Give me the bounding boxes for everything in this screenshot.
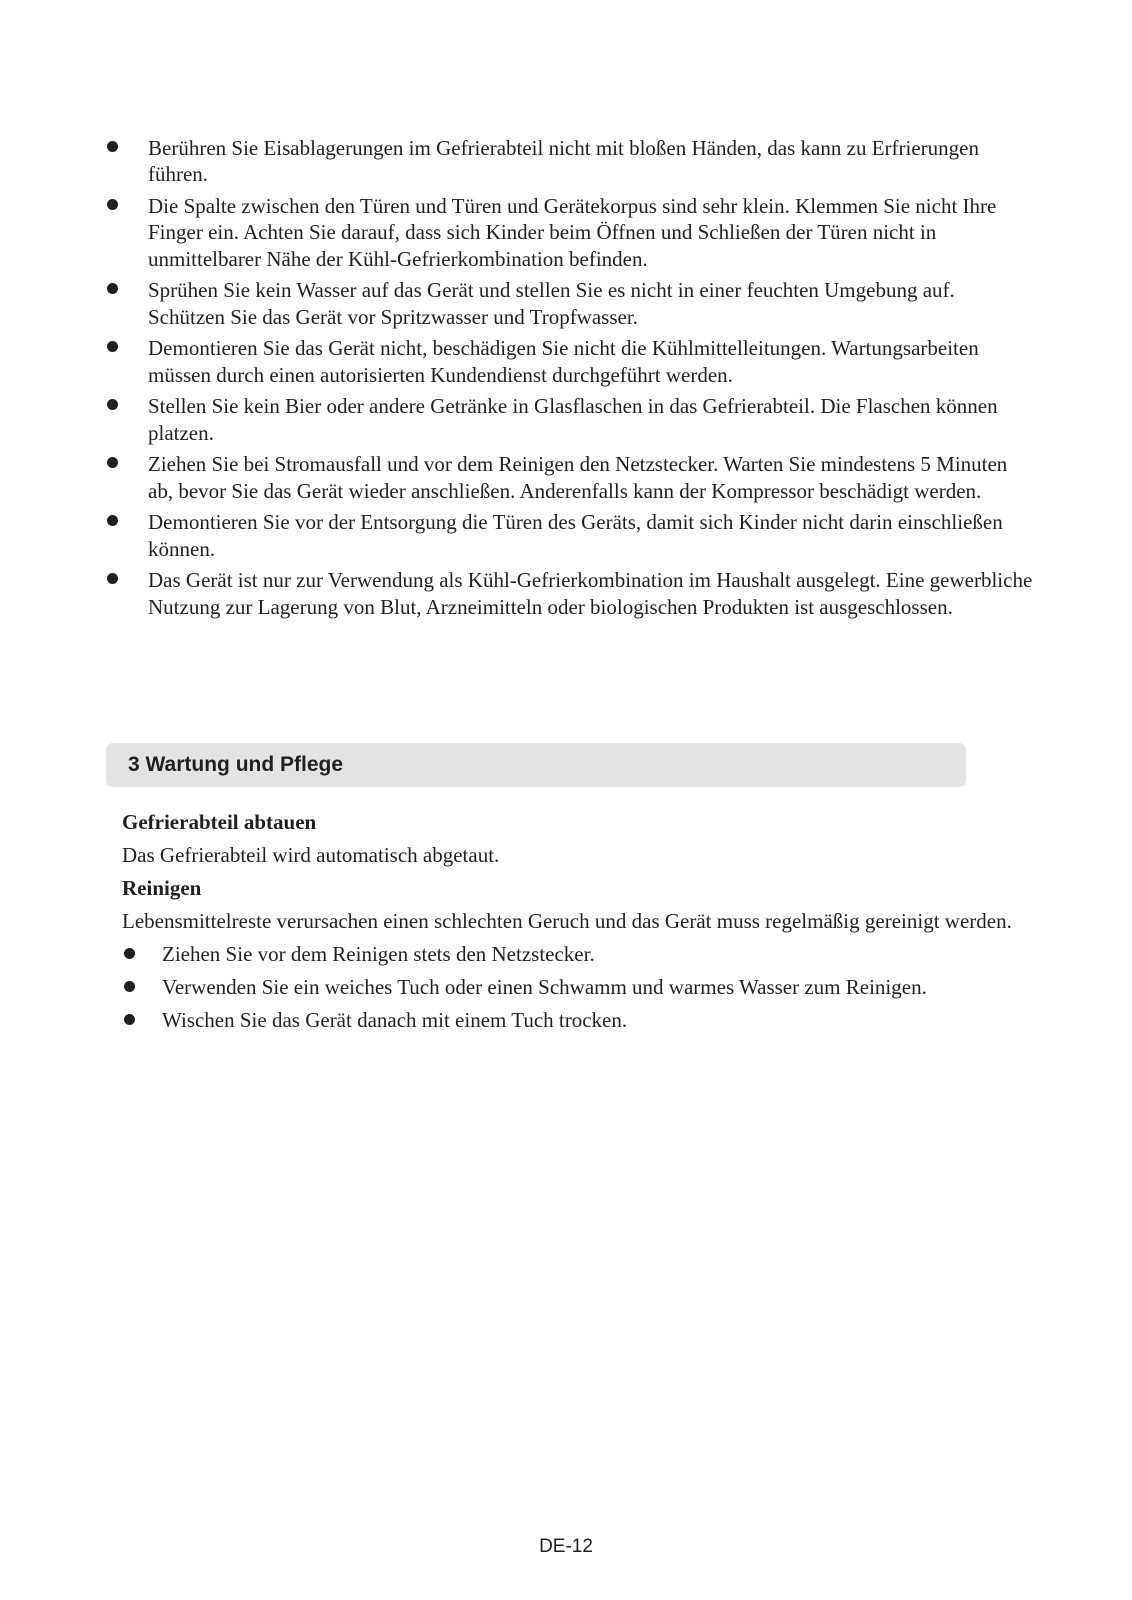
bullet-icon [107,399,118,410]
bullet-icon [107,341,118,352]
list-item [104,451,1034,504]
bullet-icon [107,283,118,294]
list-item-text: Verwenden Sie ein weiches Tuch oder einen Schwamm und warmes Wasser zum Reinigen. [162,975,927,999]
list-item-text: Sprühen Sie kein Wasser auf das Gerät und stellen Sie es nicht in einer feuchten Umgebung auf. Schützen Sie das Gerät vor Spritzwasser und Tropfwasser. [148,278,955,329]
bullet-icon [107,199,118,210]
list-item-text: Stellen Sie kein Bier oder andere Getränke in Glasflaschen in das Gefrierabteil. Die Flaschen können platzen. [148,394,998,445]
bullet-icon [107,515,118,526]
list-item [122,1007,1027,1033]
list-item [104,509,1034,562]
list-item-text: Ziehen Sie bei Stromausfall und vor dem Reinigen den Netzstecker. Warten Sie mindestens 5 Minuten ab, bevor Sie das Gerät wieder anschließen. Anderenfalls kann der Kompressor beschädigt werden. [148,452,1008,503]
list-item [104,335,1034,388]
section-title: 3 Wartung und Pflege [106,743,966,787]
maintenance-content [122,809,1027,1040]
list-item [104,277,1034,330]
list-item-text: Das Gerät ist nur zur Verwendung als Kühl-Gefrierkombination im Haushalt ausgelegt. Eine gewerbliche Nutzung zur Lagerung von Blut, Arzneimitteln oder biologischen Produkten ist ausgeschlossen. [148,568,1033,619]
list-item-text: Berühren Sie Eisablagerungen im Gefrierabteil nicht mit bloßen Händen, das kann zu Erfrierungen führen. [148,136,979,187]
bullet-icon [107,141,118,152]
list-item [104,193,1034,272]
list-item-text: Ziehen Sie vor dem Reinigen stets den Netzstecker. [162,942,595,966]
list-item-text: Die Spalte zwischen den Türen und Türen und Gerätekorpus sind sehr klein. Klemmen Sie nicht Ihre Finger ein. Achten Sie darauf, dass sich Kinder beim Öffnen und Schließen der Türen nicht in unmittelbarer Nähe der Kühl-Gefrierkombination befinden. [148,194,997,271]
bullet-icon [124,948,135,959]
safety-instructions-list [104,135,1034,625]
defrost-text: Das Gefrierabteil wird automatisch abgetaut. [122,843,500,867]
bullet-icon [107,457,118,468]
list-item [122,941,1027,967]
page-number: DE-12 [539,1536,593,1557]
list-item [104,135,1034,188]
cleaning-heading: Reinigen [122,876,202,900]
list-item-text: Demontieren Sie vor der Entsorgung die Türen des Geräts, damit sich Kinder nicht darin einschließen können. [148,510,1003,561]
list-item [104,393,1034,446]
list-item [104,567,1034,620]
list-item-text: Wischen Sie das Gerät danach mit einem Tuch trocken. [162,1008,628,1032]
cleaning-text: Lebensmittelreste verursachen einen schlechten Geruch und das Gerät muss regelmäßig gereinigt werden. [122,909,1012,933]
list-item-text: Demontieren Sie das Gerät nicht, beschädigen Sie nicht die Kühlmittelleitungen. Wartungsarbeiten müssen durch einen autorisierten Kundendienst durchgeführt werden. [148,336,979,387]
defrost-heading: Gefrierabteil abtauen [122,810,317,834]
bullet-icon [107,573,118,584]
bullet-icon [124,1014,135,1025]
cleaning-steps-list [122,941,1027,1033]
list-item [122,974,1027,1000]
bullet-icon [124,981,135,992]
